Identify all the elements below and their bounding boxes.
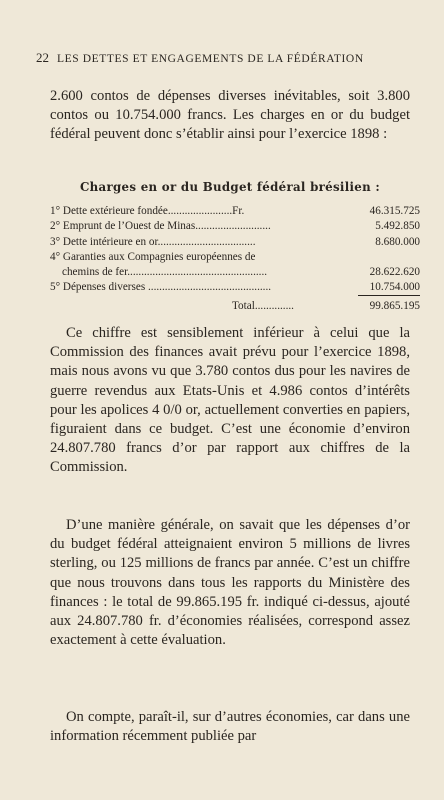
running-header: [36, 50, 412, 66]
table-title: Charges en or du Budget fédéral brésilien :: [79, 180, 381, 194]
table-row: [50, 235, 420, 250]
row-label: 5° Dépenses diverses ............................................: [50, 281, 272, 294]
table-row: [50, 280, 420, 295]
paragraph-4: On compte, paraît-il, sur d’autres économies, car dans une information récemment publiée par: [50, 709, 410, 745]
row-label: 2° Emprunt de l’Ouest de Minas...........................: [50, 220, 271, 233]
page-number: 22: [36, 50, 49, 65]
table-row: [50, 219, 420, 234]
row-value: 5.492.850: [375, 220, 420, 233]
running-title: LES DETTES ET ENGAGEMENTS DE LA FÉDÉRATION: [57, 53, 364, 65]
total-label: Total..............: [232, 299, 294, 312]
row-value: 28.622.620: [369, 266, 420, 279]
row-label: 3° Dette intérieure en or...................................: [50, 235, 256, 248]
paragraph-2: Ce chiffre est sensiblement inférieur à celui que la Commission des finances avait prévu pour l’exercice 1898, mais nous avons vu que 3.780 contos dus pour les navires de guerre revendus aux Etats-Unis et 4.986 contos d’intérêts pour les apolices 4 0/0 or, actuellement converties en papiers, figuraient dans ce budget. C’est une économie d’environ 24.807.780 francs d’or par rapport aux chiffres de la Commission.: [50, 325, 410, 476]
table-row: [50, 250, 420, 265]
table-row: [50, 204, 420, 219]
row-label: chemins de fer..................................................: [62, 266, 268, 279]
total-value: 99.865.195: [369, 299, 420, 312]
row-value: 46.315.725: [369, 205, 420, 217]
row-label: 4° Garanties aux Compagnies européennes de: [50, 250, 256, 263]
charges-table: [50, 204, 420, 314]
row-value: 8.680.000: [375, 235, 420, 248]
row-value: 10.754.000: [358, 280, 420, 295]
paragraph-3: D’une manière générale, on savait que les dépenses d’or du budget fédéral atteignaient environ 5 millions de livres sterling, ou 125 millions de francs par année. C’est un chiffre que nous trouvons dans tous les rapports du Ministère des finances : le total de 99.865.195 fr. indiqué ci-dessus, ajouté aux 24.807.780 fr. d’économies réalisées, correspond assez exactement à cette évaluation.: [50, 517, 410, 649]
row-label: 1° Dette extérieure fondée.......................Fr.: [50, 205, 245, 217]
row-value: [358, 250, 420, 265]
total-row: [50, 296, 420, 314]
table-row: [50, 265, 420, 280]
paragraph-1: 2.600 contos de dépenses diverses inévitables, soit 3.800 contos ou 10.754.000 francs. Les charges en or du budget fédéral peuvent donc s’établir ainsi pour l’exercice 1898 :: [50, 88, 410, 143]
